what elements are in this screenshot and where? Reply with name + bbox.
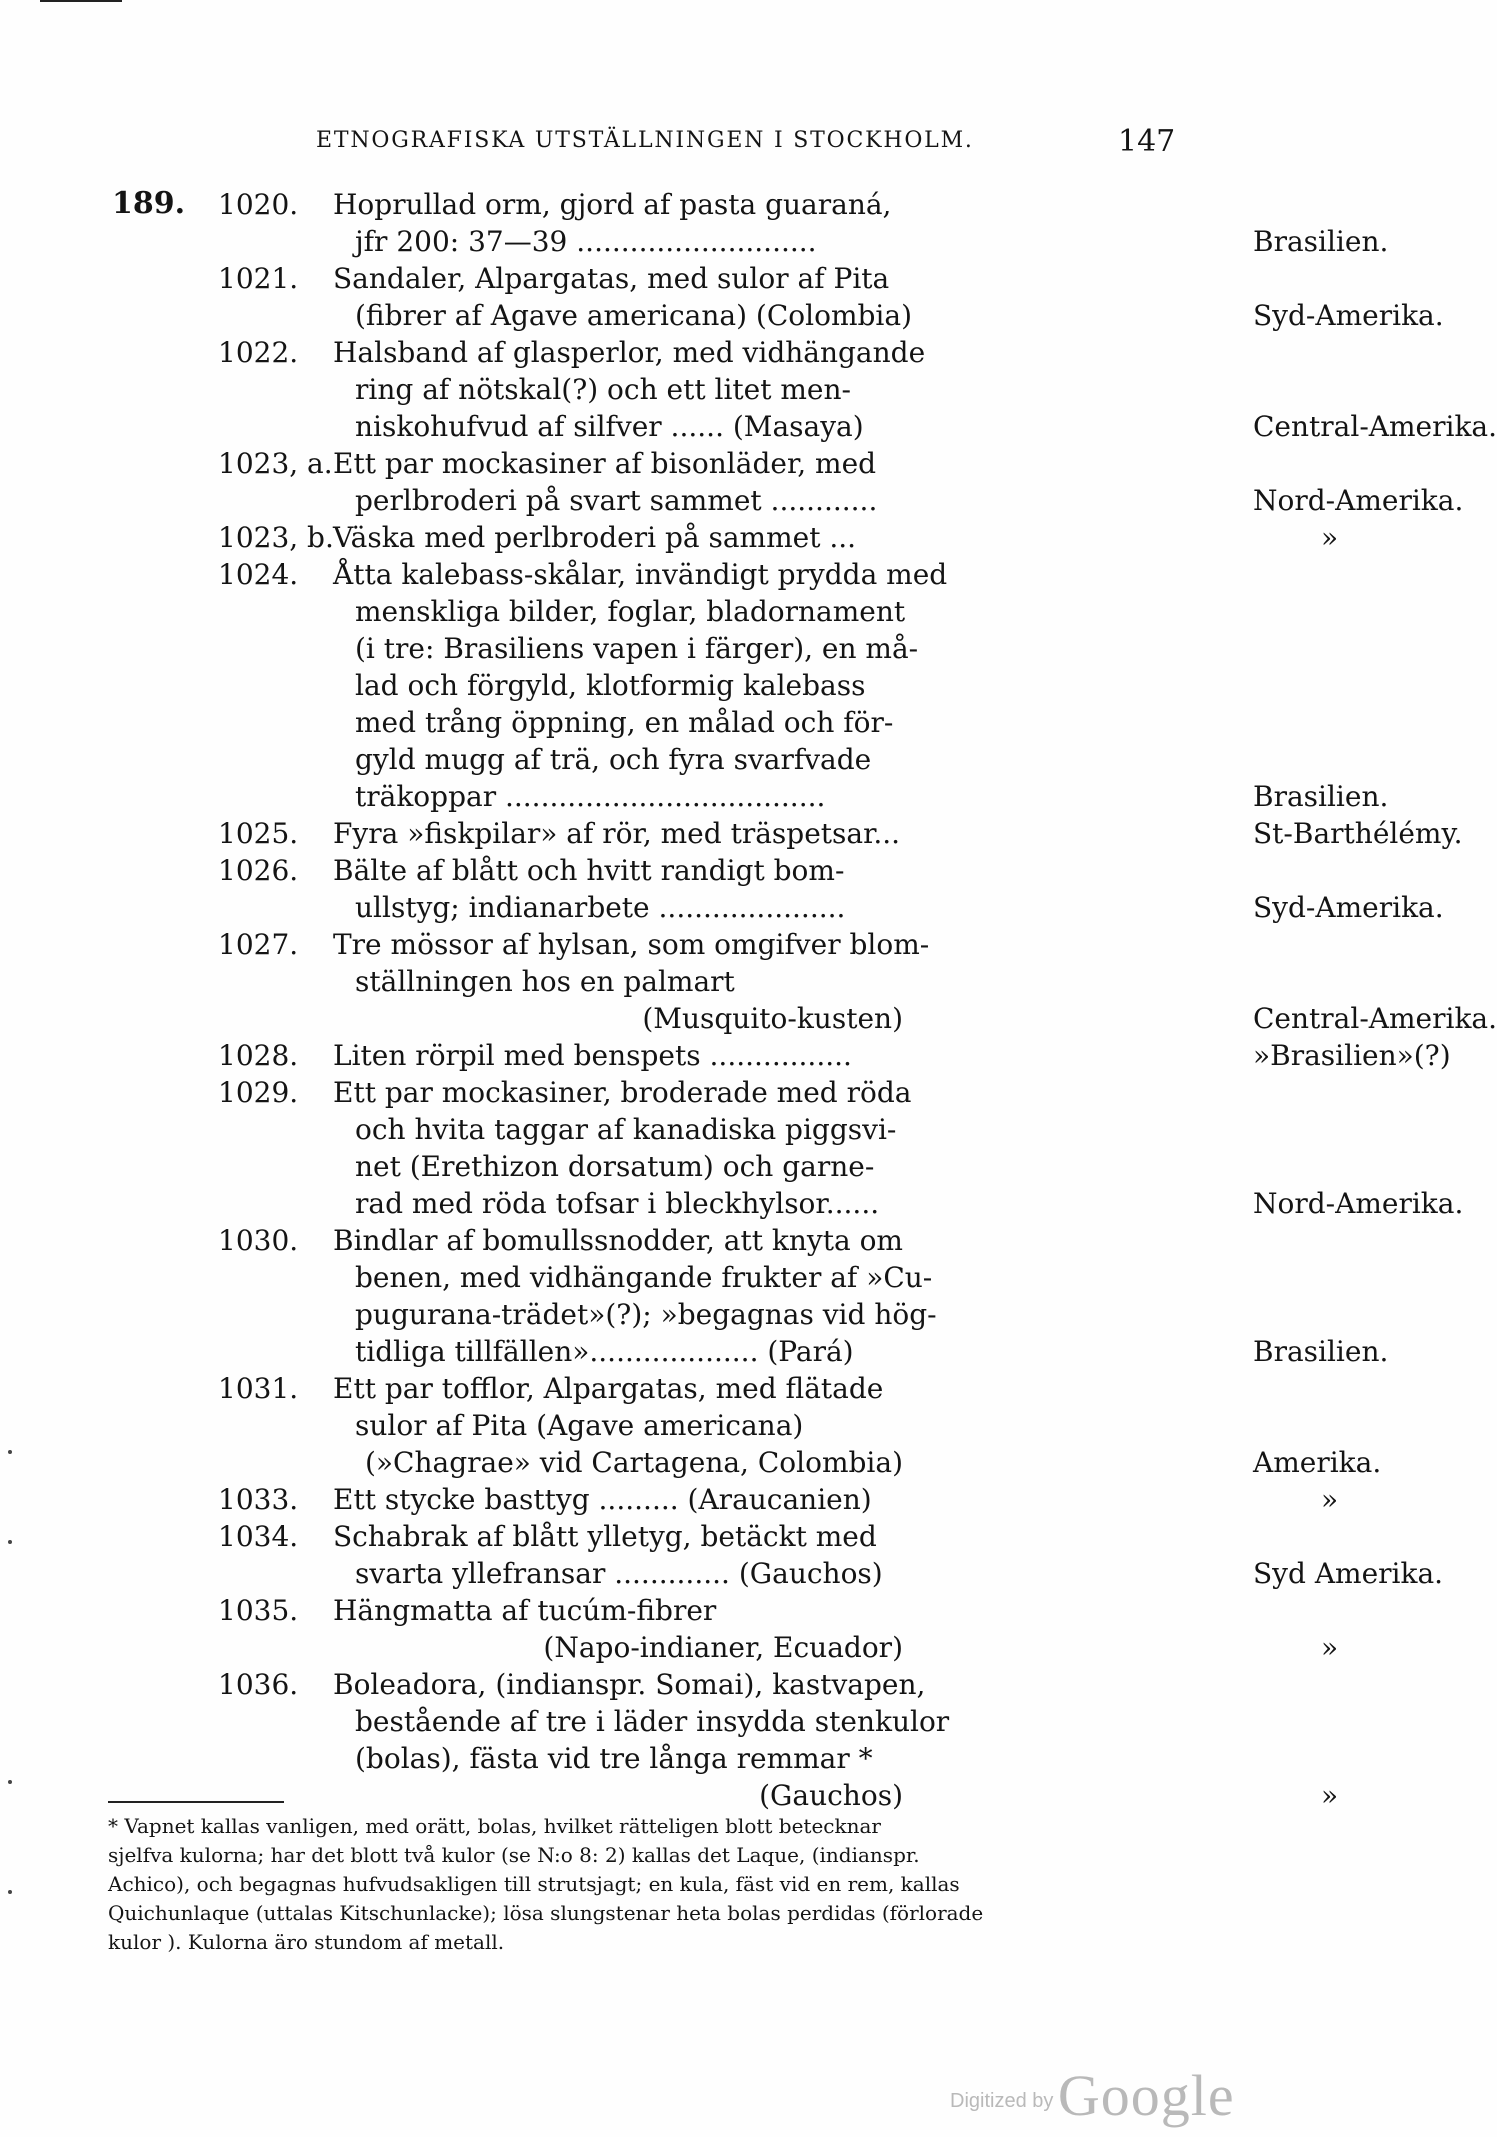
description-line: Ett par tofflor, Alpargatas, med flätade — [333, 1372, 884, 1405]
margin-speck — [8, 1450, 12, 1454]
entry-description — [333, 1481, 1339, 1518]
entry-description — [333, 519, 1339, 556]
description-line: Ett par mockasiner af bisonläder, med — [333, 447, 877, 480]
catalogue-entry — [0, 445, 1464, 519]
entry-region: » — [1321, 1779, 1339, 1812]
description-line: Liten rörpil med benspets ................ — [333, 1039, 852, 1072]
description-line: niskohufvud af silfver ...... (Masaya) — [355, 410, 864, 443]
entry-number: 1035. — [218, 1594, 299, 1627]
entry-number: 1030. — [218, 1224, 299, 1257]
entry-number: 1021. — [218, 262, 299, 295]
description-line: Schabrak af blått ylletyg, betäckt med — [333, 1520, 877, 1553]
digitized-watermark — [950, 2062, 1235, 2129]
entry-description — [333, 186, 1389, 260]
description-line: (i tre: Brasiliens vapen i färger), en må- — [355, 632, 919, 665]
description-line: (Napo-indianer, Ecuador) — [543, 1631, 903, 1664]
entry-description — [333, 1037, 1451, 1074]
entry-region: Nord-Amerika. — [1253, 484, 1464, 517]
description-line: rad med röda tofsar i bleckhylsor...... — [355, 1187, 880, 1220]
entry-number: 1026. — [218, 854, 299, 887]
footnote-line: Achico), och begagnas hufvudsakligen till strutsjagt; en kula, fäst vid en rem, kallas — [108, 1872, 960, 1896]
catalogue-entry — [0, 1518, 1444, 1592]
description-line: gyld mugg af trä, och fyra svarfvade — [355, 743, 872, 776]
description-line: Väska med perlbroderi på sammet ... — [333, 521, 857, 554]
description-line: och hvita taggar af kanadiska piggsvi- — [355, 1113, 897, 1146]
entry-description — [333, 1370, 1382, 1481]
description-line: (Musquito-kusten) — [642, 1002, 903, 1035]
entry-number: 1036. — [218, 1668, 299, 1701]
description-line: med trång öppning, en målad och för- — [355, 706, 894, 739]
description-line: Ett stycke basttyg ......... (Araucanien) — [333, 1483, 872, 1516]
entry-number: 1020. — [218, 188, 299, 221]
running-head: ETNOGRAFISKA UTSTÄLLNINGEN I STOCKHOLM. — [316, 128, 974, 153]
page-header — [0, 124, 1400, 159]
entry-number: 1027. — [218, 928, 299, 961]
description-line: Halsband af glasperlor, med vidhängande — [333, 336, 926, 369]
description-line: Boleadora, (indianspr. Somai), kastvapen, — [333, 1668, 926, 1701]
description-line: Fyra »fiskpilar» af rör, med träspetsar... — [333, 817, 901, 850]
description-line: pugurana-trädet»(?); »begagnas vid hög- — [355, 1298, 937, 1331]
catalogue-entry — [0, 334, 1497, 445]
catalogue-entry — [0, 852, 1444, 926]
entry-region: Nord-Amerika. — [1253, 1187, 1464, 1220]
description-line: sulor af Pita (Agave americana) — [355, 1409, 804, 1442]
footnote-line: Quichunlaque (uttalas Kitschunlacke); lösa slungstenar heta bolas perdidas (förlorade — [108, 1901, 984, 1925]
margin-speck — [8, 1890, 12, 1894]
entry-description — [333, 926, 1497, 1037]
description-line: Bindlar af bomullssnodder, att knyta om — [333, 1224, 903, 1257]
entry-region: Brasilien. — [1253, 1335, 1389, 1368]
entry-number: 1033. — [218, 1483, 299, 1516]
catalogue-entry — [0, 1592, 1400, 1666]
margin-speck — [8, 1540, 12, 1544]
entry-region: Syd-Amerika. — [1253, 299, 1444, 332]
entry-number: 1029. — [218, 1076, 299, 1109]
entry-number: 1023, a. — [218, 447, 333, 480]
entry-description — [333, 556, 1389, 815]
entry-number: 1034. — [218, 1520, 299, 1553]
entry-number: 1028. — [218, 1039, 299, 1072]
description-line: (Gauchos) — [759, 1779, 903, 1812]
entry-description — [333, 260, 1444, 334]
description-line: Hoprullad orm, gjord af pasta guaraná, — [333, 188, 892, 221]
entry-region: Central-Amerika. — [1253, 1002, 1497, 1035]
description-line: jfr 200: 37—39 ........................... — [355, 225, 817, 258]
footnote-rule — [108, 1801, 284, 1803]
description-line: Ett par mockasiner, broderade med röda — [333, 1076, 912, 1109]
entry-region: Brasilien. — [1253, 780, 1389, 813]
description-line: Hängmatta af tucúm-fibrer — [333, 1594, 717, 1627]
entry-region: Brasilien. — [1253, 225, 1389, 258]
footnote-line: * Vapnet kallas vanligen, med orätt, bolas, hvilket rätteligen blott betecknar — [108, 1814, 881, 1838]
catalogue-entry — [0, 1037, 1451, 1074]
top-edge-rule — [40, 0, 122, 2]
catalogue-entries — [0, 186, 1497, 1814]
description-line: tidliga tillfällen»................... (Pará) — [355, 1335, 854, 1368]
entry-region: »Brasilien»(?) — [1253, 1039, 1451, 1072]
catalogue-entry — [0, 1222, 1400, 1370]
entry-number: 1023, b. — [218, 521, 334, 554]
catalogue-entry — [0, 1666, 1400, 1814]
description-line: träkoppar .................................... — [355, 780, 826, 813]
entry-region: » — [1321, 1631, 1339, 1664]
description-line: ullstyg; indianarbete ..................... — [355, 891, 846, 924]
entry-description — [333, 334, 1497, 445]
entry-region: St-Barthélémy. — [1253, 817, 1463, 850]
entry-description — [333, 1222, 1389, 1370]
footnote-line: kulor ). Kulorna äro stundom af metall. — [108, 1930, 505, 1954]
google-logo: Google — [1057, 2063, 1235, 2128]
section-number: 189. — [112, 186, 186, 221]
description-line: Sandaler, Alpargatas, med sulor af Pita — [333, 262, 890, 295]
footnote-line: sjelfva kulorna; har det blott två kulor (se N:o 8: 2) kallas det Laque, (indianspr. — [108, 1843, 920, 1867]
entry-region: » — [1321, 521, 1339, 554]
description-line: (»Chagrae» vid Cartagena, Colombia) — [364, 1446, 903, 1479]
entry-description — [333, 1592, 1339, 1666]
entry-number: 1022. — [218, 336, 299, 369]
description-line: Åtta kalebass-skålar, invändigt prydda med — [333, 558, 948, 591]
catalogue-entry — [0, 260, 1444, 334]
catalogue-entry — [0, 519, 1400, 556]
entry-region: » — [1321, 1483, 1339, 1516]
catalogue-entry — [0, 1074, 1464, 1222]
entry-description — [333, 1518, 1444, 1592]
description-line: ring af nötskal(?) och ett litet men- — [355, 373, 851, 406]
entry-description — [333, 445, 1464, 519]
description-line: ställningen hos en palmart — [355, 965, 735, 998]
catalogue-entry — [0, 556, 1400, 815]
catalogue-entry — [0, 1481, 1400, 1518]
description-line: (bolas), fästa vid tre långa remmar * — [355, 1742, 873, 1775]
watermark-prefix: Digitized by — [950, 2090, 1054, 2112]
description-line: net (Erethizon dorsatum) och garne- — [355, 1150, 875, 1183]
entry-region: Syd-Amerika. — [1253, 891, 1444, 924]
entry-region: Amerika. — [1253, 1446, 1382, 1479]
entry-region: Central-Amerika. — [1253, 410, 1497, 443]
entry-description — [333, 815, 1463, 852]
entry-description — [333, 1666, 1339, 1814]
description-line: perlbroderi på svart sammet ............ — [355, 484, 878, 517]
entry-description — [333, 852, 1444, 926]
description-line: svarta yllefransar ............. (Gauchos) — [355, 1557, 883, 1590]
entry-region: Syd Amerika. — [1253, 1557, 1444, 1590]
description-line: Tre mössor af hylsan, som omgifver blom- — [333, 928, 930, 961]
catalogue-entry — [0, 1370, 1400, 1481]
catalogue-entry — [0, 815, 1463, 852]
footnote — [108, 1812, 1186, 1957]
catalogue-entry — [0, 926, 1497, 1037]
entry-number: 1031. — [218, 1372, 299, 1405]
description-line: Bälte af blått och hvitt randigt bom- — [333, 854, 845, 887]
margin-speck — [8, 1780, 12, 1784]
description-line: menskliga bilder, foglar, bladornament — [355, 595, 906, 628]
description-line: (fibrer af Agave americana) (Colombia) — [355, 299, 912, 332]
description-line: bestående af tre i läder insydda stenkulor — [355, 1705, 950, 1738]
description-line: lad och förgyld, klotformig kalebass — [355, 669, 866, 702]
entry-number: 1024. — [218, 558, 299, 591]
catalogue-entry — [0, 186, 1400, 260]
description-line: benen, med vidhängande frukter af »Cu- — [355, 1261, 933, 1294]
entry-number: 1025. — [218, 817, 299, 850]
entry-description — [333, 1074, 1464, 1222]
page-number: 147 — [1118, 124, 1176, 159]
